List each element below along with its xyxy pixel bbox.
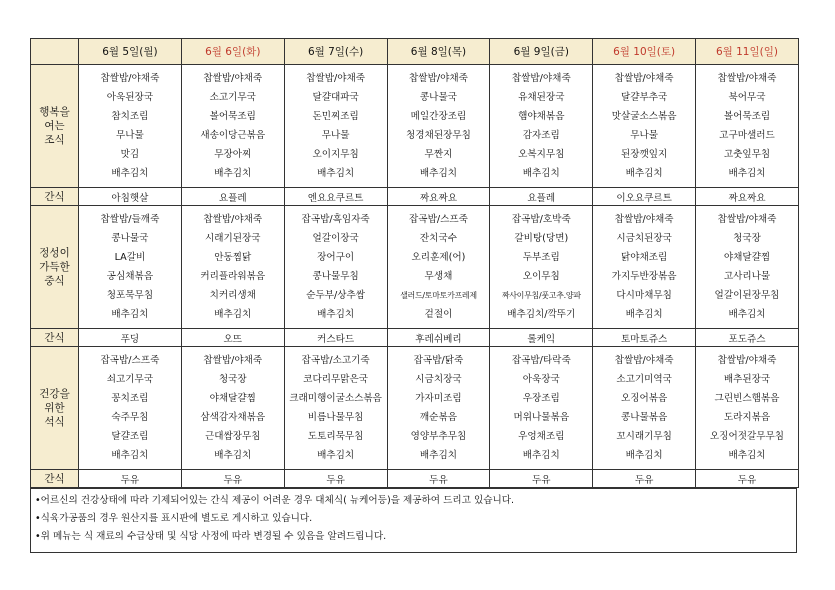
snack-label: 간식: [31, 329, 79, 347]
menu-item: 오징어젓갈무무침: [709, 431, 785, 442]
menu-item: 잡곡밥/호박죽: [511, 214, 571, 225]
snack-cell: 두유: [593, 470, 696, 488]
menu-item: 찹쌀밥/야채죽: [203, 73, 263, 84]
menu-item: 배추김치: [625, 309, 663, 320]
snack-label: 간식: [31, 188, 79, 206]
menu-item: 청포묵무침: [106, 290, 154, 301]
snack-cell: 짜요짜요: [696, 188, 799, 206]
menu-item: 소고기미역국: [616, 374, 672, 385]
snack-cell: 오뜨: [181, 329, 284, 347]
snack-cell: 두유: [387, 470, 490, 488]
menu-item: 우엉채조림: [518, 431, 565, 442]
menu-item: 무짠지: [424, 149, 453, 160]
menu-cell: [181, 347, 284, 470]
menu-item: 소고기무국: [209, 92, 256, 103]
menu-item: 배추김치: [317, 450, 355, 461]
menu-item: 찹쌀밥/야채죽: [614, 355, 674, 366]
menu-item: 장어구이: [317, 252, 355, 263]
menu-item: 야채달걀찜: [723, 252, 771, 263]
dinner-snack-row: [31, 470, 799, 488]
menu-cell: [284, 206, 387, 329]
menu-item: 얼갈이된장무침: [714, 290, 780, 301]
menu-cell: [593, 206, 696, 329]
menu-item: 청국장: [218, 374, 247, 385]
menu-item: 햄야채볶음: [518, 111, 565, 122]
menu-item: 꽁치조림: [111, 393, 149, 404]
menu-cell: [696, 206, 799, 329]
menu-item: 공심채볶음: [106, 271, 154, 282]
menu-item: 닭야채조림: [620, 252, 668, 263]
menu-item: 가자미조림: [415, 393, 462, 404]
menu-item: 볼어묵조림: [723, 111, 771, 122]
lunch-label: 정성이 가득한 중식: [31, 206, 79, 329]
menu-item: 얼갈이장국: [312, 233, 359, 244]
menu-cell: [181, 206, 284, 329]
day-header: 6월 6일(화): [181, 39, 284, 65]
menu-item: 배추김치: [214, 168, 252, 179]
menu-item: 다시마채무침: [616, 290, 672, 301]
menu-item: 삼색감자채볶음: [200, 412, 266, 423]
menu-item: 배추김치: [728, 168, 766, 179]
menu-item: 오이지무침: [312, 149, 359, 160]
menu-item: 찹쌀밥/야채죽: [100, 73, 160, 84]
menu-item: 배추김치: [728, 309, 766, 320]
menu-cell: [79, 206, 182, 329]
menu-item: 도토리묵무침: [307, 431, 364, 442]
dinner-label: 건강을 위한 석식: [31, 347, 79, 470]
menu-item: 참치조림: [111, 111, 149, 122]
menu-item: 잡곡밥/스프죽: [409, 214, 468, 225]
snack-cell: 두유: [696, 470, 799, 488]
menu-item: 도라지볶음: [723, 412, 771, 423]
menu-item: 찹쌀밥/야채죽: [717, 73, 777, 84]
menu-item: 영양부추무침: [410, 431, 467, 442]
menu-item: 오징어볶음: [620, 393, 668, 404]
menu-item: 가지두반장볶음: [611, 271, 677, 282]
menu-item: 깨순볶음: [419, 412, 457, 423]
menu-cell: [387, 206, 490, 329]
menu-item: 찹쌀밥/야채죽: [511, 73, 571, 84]
menu-item: 무장아찌: [214, 149, 252, 160]
menu-item: 배추김치: [728, 450, 766, 461]
menu-item: 배추김치/깍뚜기: [507, 309, 576, 320]
menu-item: 콩나물국: [111, 233, 149, 244]
menu-cell: [696, 65, 799, 188]
menu-item: 쇠고기무국: [106, 374, 154, 385]
breakfast-snack-row: [31, 188, 799, 206]
menu-item: 맛살굴소스볶음: [611, 111, 677, 122]
day-header: 6월 11일(일): [696, 39, 799, 65]
menu-cell: [181, 65, 284, 188]
menu-cell: [387, 65, 490, 188]
menu-item: 볼어묵조림: [209, 111, 256, 122]
menu-item: 배추김치: [111, 309, 149, 320]
menu-item: 크래미행이굴소스볶음: [289, 393, 382, 404]
menu-item: 오이무침: [522, 271, 560, 282]
menu-cell: [593, 347, 696, 470]
menu-item: 고사리나물: [723, 271, 771, 282]
day-header: 6월 10일(토): [593, 39, 696, 65]
menu-item: 찹쌀밥/들깨죽: [100, 214, 160, 225]
snack-cell: 이오요쿠르트: [593, 188, 696, 206]
menu-item: 근대쌈장무침: [204, 431, 261, 442]
menu-item: 북어무국: [728, 92, 766, 103]
menu-item: 찹쌀밥/야채죽: [614, 214, 674, 225]
day-header: 6월 5일(월): [79, 39, 182, 65]
breakfast-label: 행복을 여는 조식: [31, 65, 79, 188]
snack-cell: 커스타드: [284, 329, 387, 347]
menu-item: 콩나물무침: [312, 271, 359, 282]
notes-box: [30, 488, 797, 553]
menu-item: 잔치국수: [419, 233, 457, 244]
snack-cell: 푸딩: [79, 329, 182, 347]
menu-item: 잡곡밥/닭죽: [413, 355, 464, 366]
menu-item: 잡곡밥/스프죽: [100, 355, 160, 366]
menu-item: 달걀부추국: [620, 92, 668, 103]
menu-cell: [79, 65, 182, 188]
menu-item: 치커리생채: [209, 290, 256, 301]
snack-cell: 요플레: [490, 188, 593, 206]
menu-item: 비름나물무침: [307, 412, 364, 423]
menu-item: 찹쌀밥/야채죽: [203, 214, 263, 225]
menu-item: 콩나물볶음: [620, 412, 668, 423]
menu-item: 청국장: [733, 233, 761, 244]
menu-item: 오리훈제(어): [411, 252, 466, 263]
snack-cell: 토마토쥬스: [593, 329, 696, 347]
snack-cell: 두유: [181, 470, 284, 488]
menu-item: 새송이당근볶음: [200, 130, 266, 141]
menu-item: 배추김치: [625, 168, 663, 179]
menu-item: 무생채: [424, 271, 453, 282]
menu-item: 배추김치: [522, 168, 560, 179]
menu-item: 찹쌀밥/야채죽: [203, 355, 263, 366]
breakfast-row: [31, 65, 799, 188]
menu-cell: [490, 347, 593, 470]
menu-item: 고구마샐러드: [719, 130, 775, 141]
menu-item: 배추김치: [419, 168, 457, 179]
menu-item: 잡곡밥/타락죽: [511, 355, 571, 366]
snack-cell: 포도쥬스: [696, 329, 799, 347]
menu-cell: [593, 65, 696, 188]
snack-cell: 짜요짜요: [387, 188, 490, 206]
menu-item: 겉절이: [424, 309, 453, 320]
menu-item: 배추김치: [419, 450, 457, 461]
snack-cell: 엔요요쿠르트: [284, 188, 387, 206]
menu-item: 그린빈스햄볶음: [714, 393, 780, 404]
menu-item: 찹쌀밥/야채죽: [306, 73, 366, 84]
snack-cell: 두유: [79, 470, 182, 488]
note-line: •위 메뉴는 식 재료의 수급상태 및 식당 사정에 따라 변경될 수 있음을 알려드립니다.: [35, 531, 387, 542]
menu-cell: [79, 347, 182, 470]
menu-cell: [696, 347, 799, 470]
menu-item: 배추김치: [111, 168, 149, 179]
menu-item: 샐러드/토마토카프레제: [400, 291, 477, 300]
menu-item: 배추김치: [214, 309, 252, 320]
snack-cell: 두유: [284, 470, 387, 488]
menu-item: 안동찜닭: [214, 252, 252, 263]
menu-item: 찹쌀밥/야채죽: [409, 73, 468, 84]
menu-item: 아욱된장국: [106, 92, 154, 103]
weekly-menu-table: [30, 38, 799, 488]
menu-item: 된장깻잎지: [620, 149, 668, 160]
menu-item: 커리플라워볶음: [200, 271, 266, 282]
menu-cell: [387, 347, 490, 470]
menu-item: 순두부/상추쌈: [306, 290, 366, 301]
menu-item: 찹쌀밥/야채죽: [717, 355, 777, 366]
menu-item: 유채된장국: [518, 92, 565, 103]
menu-item: 달걀조림: [111, 431, 149, 442]
menu-item: 콩나물국: [419, 92, 457, 103]
note-line: •어르신의 건강상태에 따라 기제되어있는 간식 제공이 어려운 경우 대체식( 뉴케어등)을 제공하여 드리고 있습니다.: [35, 495, 515, 506]
snack-cell: 요플레: [181, 188, 284, 206]
menu-item: 우장조림: [522, 393, 560, 404]
snack-label: 간식: [31, 470, 79, 488]
menu-item: 돈민찌조림: [312, 111, 359, 122]
menu-item: 청경채된장무침: [406, 130, 471, 141]
day-header-row: [31, 39, 799, 65]
menu-item: 머위나물볶음: [513, 412, 570, 423]
menu-cell: [490, 65, 593, 188]
menu-item: 짜사이무침/풋고추.양파: [501, 291, 581, 300]
menu-item: 배추김치: [625, 450, 663, 461]
menu-item: 무나물: [116, 130, 144, 141]
menu-item: 꼬시래기무침: [616, 431, 672, 442]
menu-item: 메일간장조림: [410, 111, 467, 122]
snack-cell: 후레쉬베리: [387, 329, 490, 347]
note-line: •식육가공품의 경우 원산지를 표시판에 별도로 게시하고 있습니다.: [35, 513, 313, 524]
menu-item: 코다리무맑은국: [303, 374, 369, 385]
menu-item: 두부조림: [522, 252, 560, 263]
menu-item: 맛김: [120, 149, 140, 160]
day-header: 6월 8일(목): [387, 39, 490, 65]
menu-item: 잡곡밥/흑임자죽: [301, 214, 370, 225]
lunch-row: [31, 206, 799, 329]
menu-item: 잡곡밥/소고기죽: [301, 355, 370, 366]
menu-item: 찹쌀밥/야채죽: [614, 73, 674, 84]
menu-cell: [284, 347, 387, 470]
corner-cell: [31, 39, 79, 65]
menu-item: 야채달걀찜: [209, 393, 256, 404]
menu-item: 고춧잎무침: [723, 149, 771, 160]
menu-item: 숙주무침: [111, 412, 149, 423]
menu-item: 배추김치: [214, 450, 252, 461]
menu-item: 배추김치: [317, 309, 355, 320]
menu-item: 무나물: [321, 130, 350, 141]
menu-body: [31, 65, 799, 488]
menu-item: 배추김치: [317, 168, 355, 179]
snack-cell: 아침햇살: [79, 188, 182, 206]
menu-cell: [490, 206, 593, 329]
menu-item: LA갈비: [114, 252, 146, 263]
menu-item: 배추김치: [522, 450, 560, 461]
menu-item: 무나물: [630, 130, 659, 141]
menu-item: 찹쌀밥/야채죽: [717, 214, 777, 225]
day-header: 6월 7일(수): [284, 39, 387, 65]
menu-item: 배추된장국: [723, 374, 771, 385]
menu-item: 아욱장국: [522, 374, 560, 385]
menu-item: 갈비탕(당면): [514, 233, 569, 244]
dinner-row: [31, 347, 799, 470]
menu-item: 시금치된장국: [616, 233, 672, 244]
lunch-snack-row: [31, 329, 799, 347]
snack-cell: 두유: [490, 470, 593, 488]
menu-item: 시래기된장국: [204, 233, 261, 244]
menu-cell: [284, 65, 387, 188]
menu-item: 배추김치: [111, 450, 149, 461]
menu-item: 감자조림: [522, 130, 560, 141]
snack-cell: 롤케익: [490, 329, 593, 347]
menu-item: 달걀대파국: [312, 92, 359, 103]
day-header: 6월 9일(금): [490, 39, 593, 65]
menu-item: 오복지무침: [518, 149, 565, 160]
menu-item: 시금치장국: [415, 374, 462, 385]
